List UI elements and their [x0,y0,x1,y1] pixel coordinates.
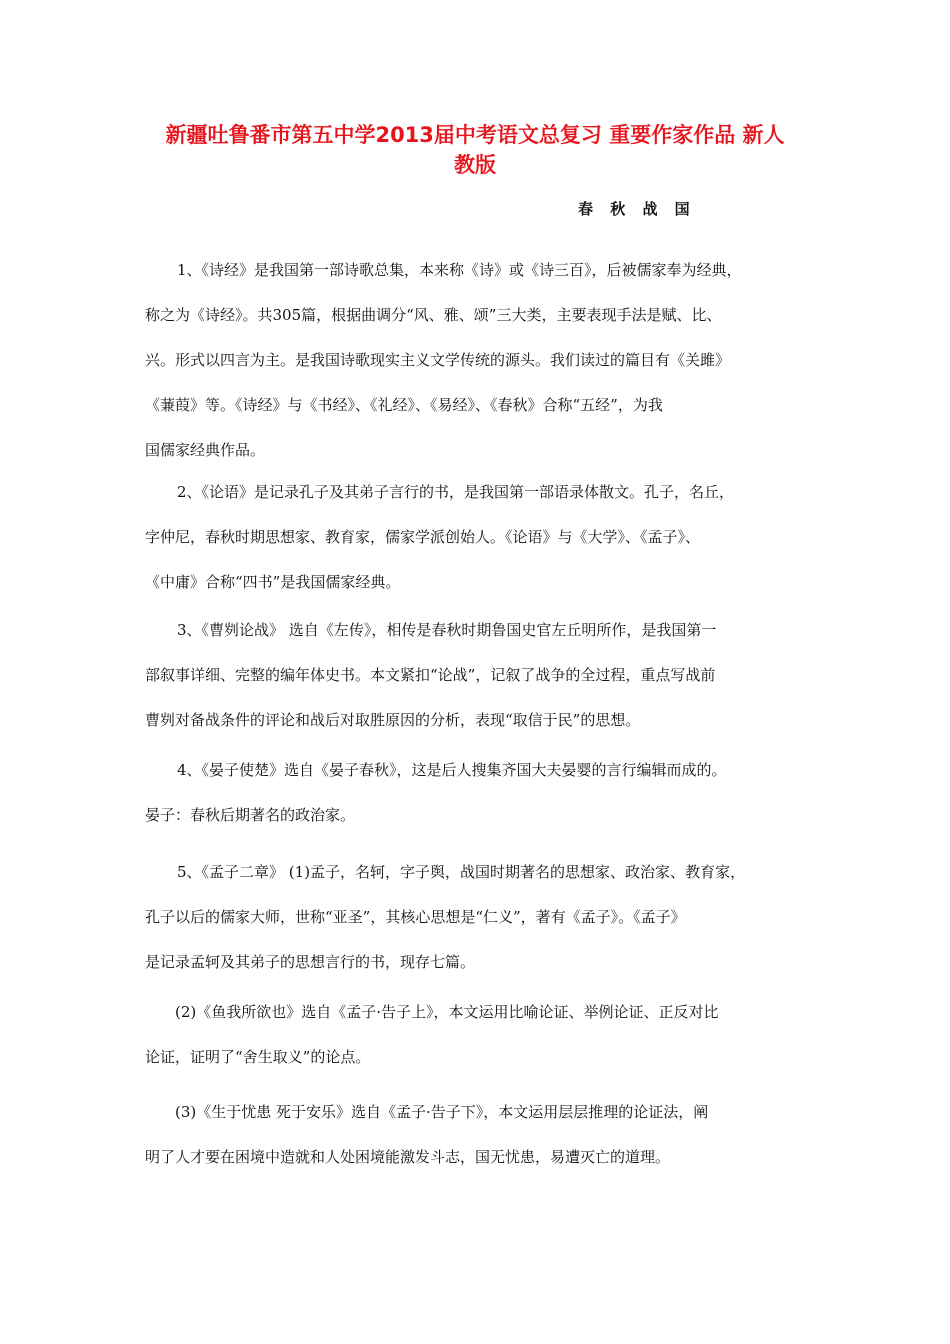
paragraph-7 [145,1090,813,1180]
document-title [140,120,810,180]
paragraph-line: 曹刿对备战条件的评论和战后对取胜原因的分析，表现“取信于民”的思想。 [145,711,641,729]
paragraph-line: 《蒹葭》等。《诗经》与《书经》、《礼经》、《易经》、《春秋》合称“五经”，为我 [145,396,663,414]
paragraph-line: 是记录孟轲及其弟子的思想言行的书，现存七篇。 [145,953,476,971]
paragraph-line: 晏子：春秋后期著名的政治家。 [145,806,356,824]
paragraph-line: 5、《孟子二章》 (1)孟子，名轲，字子舆，战国时期著名的思想家、政治家、教育家， [177,863,746,881]
paragraph-line: 2、《论语》是记录孔子及其弟子言行的书，是我国第一部语录体散文。孔子，名丘， [177,483,735,501]
paragraph-line: 兴。形式以四言为主。是我国诗歌现实主义文学传统的源头。我们读过的篇目有《关雎》 [145,351,731,369]
paragraph-line: 1、《诗经》是我国第一部诗歌总集，本来称《诗》或《诗三百》，后被儒家奉为经典， [177,261,742,279]
paragraph-line: (2)《鱼我所欲也》选自《孟子·告子上》，本文运用比喻论证、举例论证、正反对比 [175,1003,719,1021]
paragraph-1 [145,248,813,473]
paragraph-line: 部叙事详细、完整的编年体史书。本文紧扣“论战”，记叙了战争的全过程，重点写战前 [145,666,716,684]
paragraph-line: 称之为《诗经》。共305篇，根据曲调分“风、雅、颂”三大类，主要表现手法是赋、比、 [145,306,722,324]
title-line-1: 新疆吐鲁番市第五中学2013届中考语文总复习 重要作家作品 新人 [165,123,785,147]
paragraph-line: 明了人才要在困境中造就和人处困境能激发斗志，国无忧患，易遭灭亡的道理。 [145,1148,671,1166]
paragraph-line: (3)《生于忧患 死于安乐》选自《孟子·告子下》，本文运用层层推理的论证法，阐 [175,1103,709,1121]
paragraph-3 [145,608,813,743]
paragraph-line: 国儒家经典作品。 [145,441,266,459]
title-line-2: 教版 [454,153,496,177]
paragraph-line: 3、《曹刿论战》 选自《左传》，相传是春秋时期鲁国史官左丘明所作，是我国第一 [177,621,717,639]
paragraph-6 [145,990,813,1080]
paragraph-2 [145,470,813,605]
paragraph-line: 孔子以后的儒家大师，世称“亚圣”，其核心思想是“仁义”，著有《孟子》。《孟子》 [145,908,686,926]
paragraph-5 [145,850,813,985]
paragraph-4 [145,748,813,838]
paragraph-line: 字仲尼，春秋时期思想家、教育家，儒家学派创始人。《论语》与《大学》、《孟子》、 [145,528,701,546]
paragraph-line: 论证，证明了“舍生取义”的论点。 [145,1048,371,1066]
paragraph-line: 《中庸》合称“四书”是我国儒家经典。 [145,573,401,591]
section-heading: 春 秋 战 国 [578,200,696,218]
paragraph-line: 4、《晏子使楚》选自《晏子春秋》，这是后人搜集齐国大夫晏婴的言行编辑而成的。 [177,761,727,779]
